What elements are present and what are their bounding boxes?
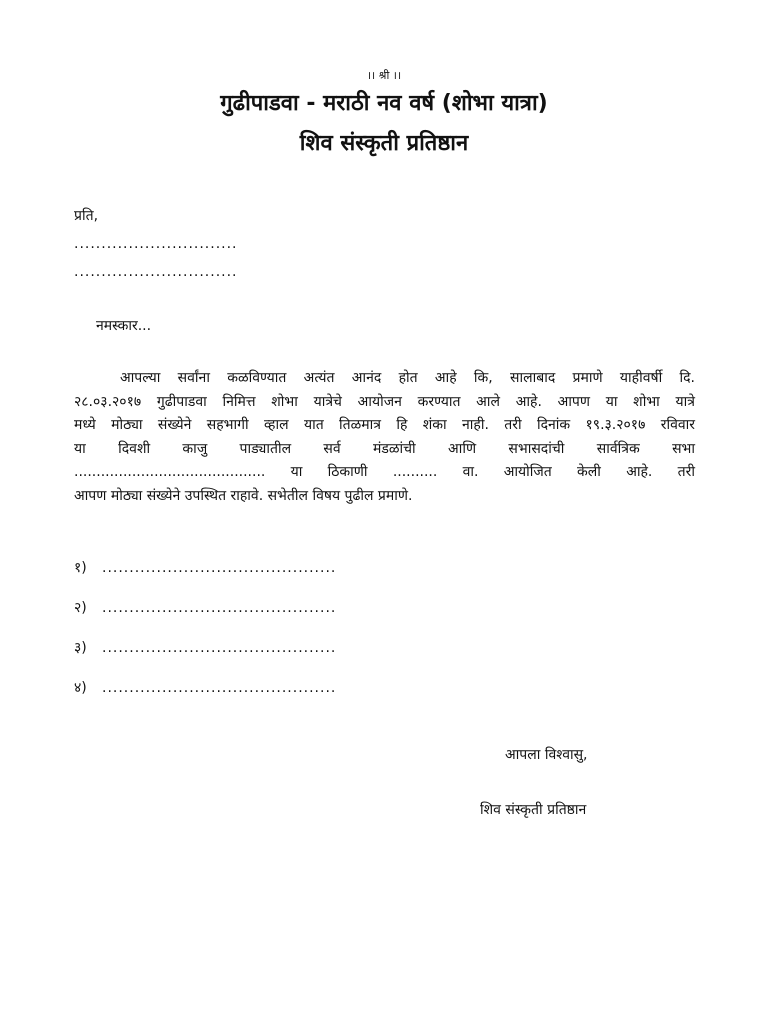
organization-title: शिव संस्कृती प्रतिष्ठान (299, 131, 469, 156)
body-line: या दिवशी काजु पाड्यातील सर्व मंडळांची आणि सभासदांची सार्वत्रिक सभा (74, 440, 695, 457)
closing-salutation: आपला विश्वासु, (505, 747, 588, 763)
agenda-blank: ........................................... (102, 680, 337, 696)
agenda-item (74, 598, 336, 638)
body-line: ........................................... या ठिकाणी .......... वा. आयोजित केली आहे. तरी (74, 464, 695, 480)
recipient-blank-line-1: .............................. (74, 236, 238, 252)
agenda-blank: ........................................... (102, 600, 337, 616)
body-paragraph (74, 367, 695, 508)
recipient-label: प्रति, (74, 208, 99, 224)
agenda-blank: ........................................... (102, 640, 337, 656)
agenda-blank: ........................................... (102, 560, 337, 576)
body-line: आपल्या सर्वांना कळविण्यात अत्यंत आनंद होत आहे कि, सालाबाद प्रमाणे याहीवर्षी दि. (120, 370, 695, 386)
body-line: २८.०३.२०१७ गुढीपाडवा निमित्त शोभा यात्रेचे आयोजन करण्यात आले आहे. आपण या शोभा यात्रे (74, 393, 695, 410)
agenda-number: ४) (74, 680, 87, 696)
body-line: मध्ये मोठ्या संख्येने सहभागी व्हाल यात तिळमात्र हि शंका नाही. तरी दिनांक १९.३.२०१७ रविवार (74, 417, 695, 433)
agenda-item (74, 638, 336, 678)
agenda-list (74, 558, 336, 718)
document-title: गुढीपाडवा - मराठी नव वर्ष (शोभा यात्रा) (220, 91, 548, 116)
agenda-number: १) (74, 560, 87, 576)
agenda-number: ३) (74, 640, 87, 656)
signature-organization: शिव संस्कृती प्रतिष्ठान (480, 802, 587, 818)
agenda-item (74, 558, 336, 598)
body-line: आपण मोठ्या संख्येने उपस्थित राहावे. सभेतील विषय पुढील प्रमाणे. (74, 487, 413, 504)
recipient-blank-line-2: .............................. (74, 264, 238, 280)
agenda-number: २) (74, 600, 87, 616)
agenda-item (74, 678, 336, 718)
greeting: नमस्कार... (96, 318, 152, 334)
invocation-text: ।। श्री ।। (366, 69, 402, 82)
